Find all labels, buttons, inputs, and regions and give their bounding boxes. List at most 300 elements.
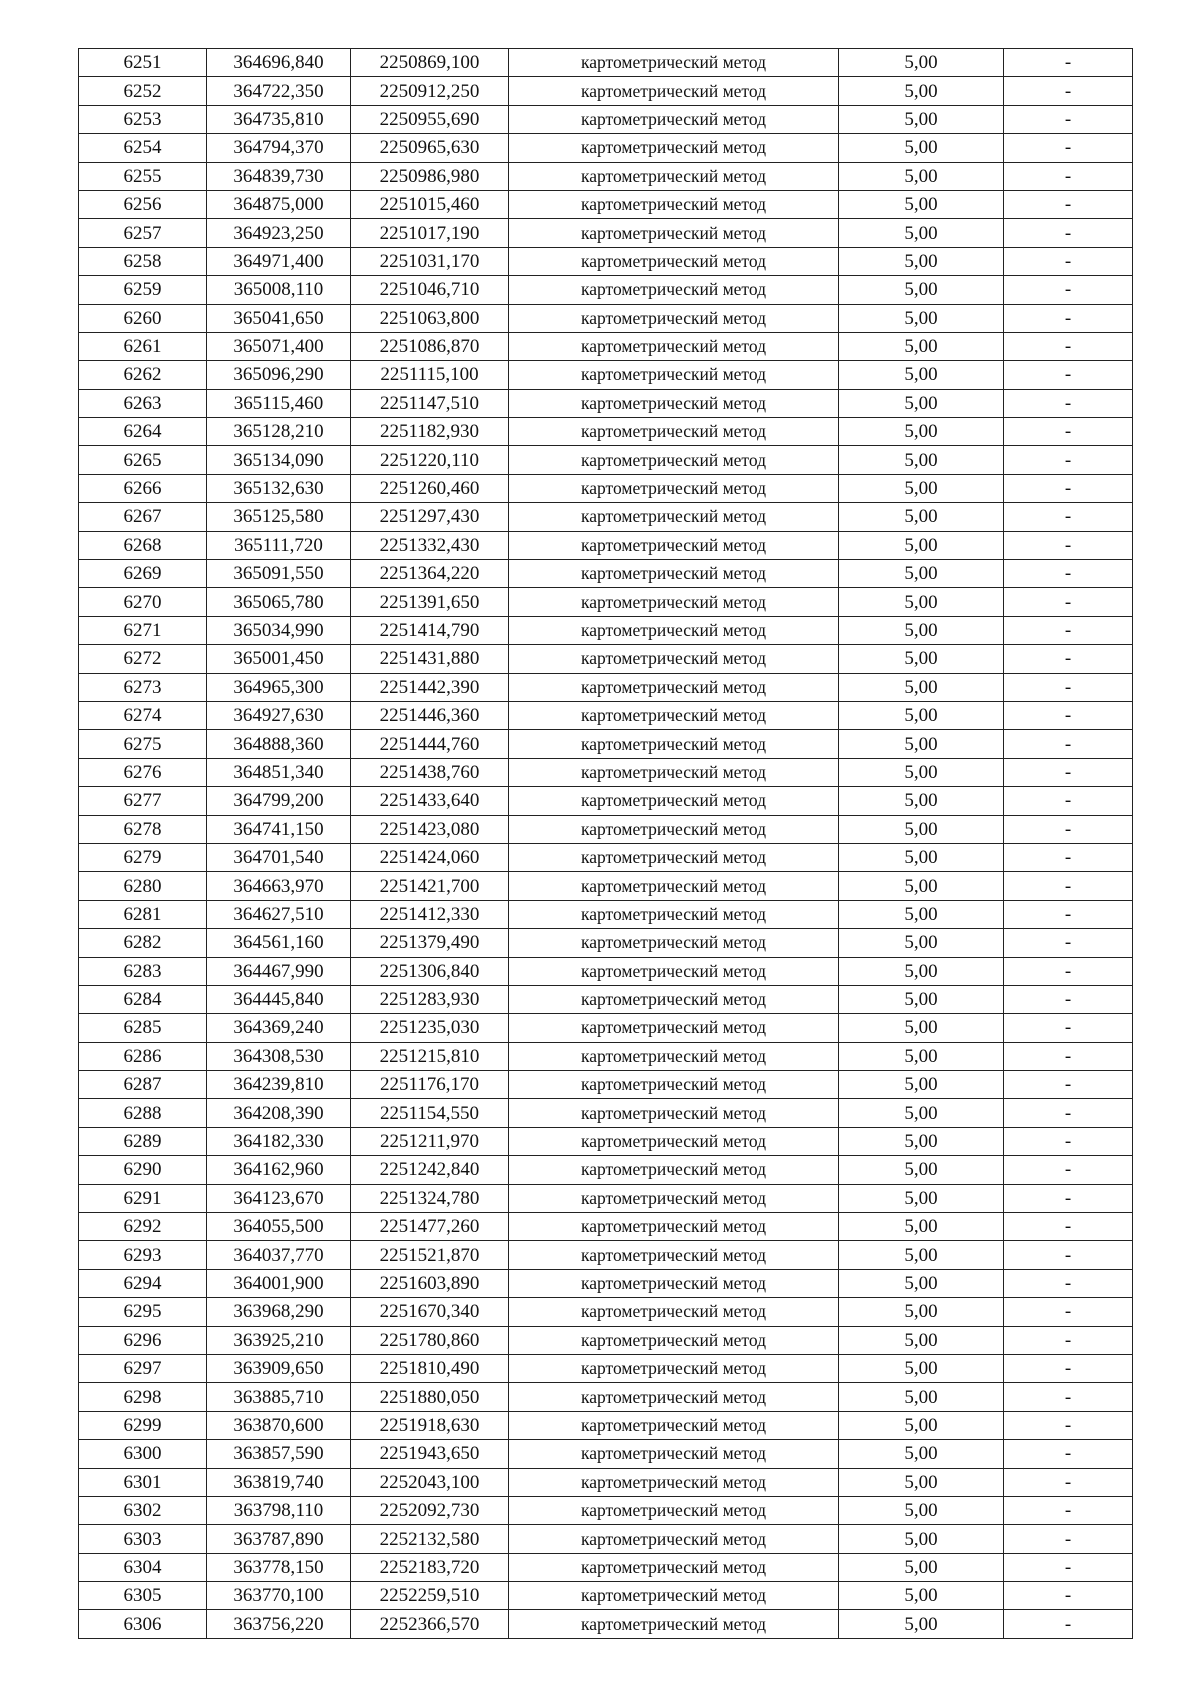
x-coordinate-cell: 364971,400: [207, 247, 351, 275]
remark-cell: -: [1004, 304, 1133, 332]
method-cell: картометрический метод: [509, 190, 839, 218]
table-row: [79, 1042, 1133, 1070]
x-coordinate-cell: 364001,900: [207, 1269, 351, 1297]
point-number-cell: 6280: [79, 872, 207, 900]
x-coordinate-cell: 365111,720: [207, 531, 351, 559]
remark-cell: -: [1004, 503, 1133, 531]
accuracy-cell: 5,00: [839, 787, 1004, 815]
point-number-cell: 6306: [79, 1610, 207, 1638]
method-cell: картометрический метод: [509, 389, 839, 417]
table-row: [79, 332, 1133, 360]
table-row: [79, 1014, 1133, 1042]
accuracy-cell: 5,00: [839, 1014, 1004, 1042]
method-cell: картометрический метод: [509, 304, 839, 332]
x-coordinate-cell: 364162,960: [207, 1156, 351, 1184]
accuracy-cell: 5,00: [839, 332, 1004, 360]
table-row: [79, 957, 1133, 985]
point-number-cell: 6266: [79, 474, 207, 502]
method-cell: картометрический метод: [509, 1496, 839, 1524]
accuracy-cell: 5,00: [839, 1241, 1004, 1269]
y-coordinate-cell: 2251297,430: [351, 503, 509, 531]
accuracy-cell: 5,00: [839, 1440, 1004, 1468]
method-cell: картометрический метод: [509, 1127, 839, 1155]
point-number-cell: 6265: [79, 446, 207, 474]
method-cell: картометрический метод: [509, 815, 839, 843]
table-row: [79, 673, 1133, 701]
table-row: [79, 49, 1133, 77]
accuracy-cell: 5,00: [839, 758, 1004, 786]
remark-cell: -: [1004, 1383, 1133, 1411]
method-cell: картометрический метод: [509, 219, 839, 247]
x-coordinate-cell: 364561,160: [207, 929, 351, 957]
point-number-cell: 6264: [79, 418, 207, 446]
remark-cell: -: [1004, 1411, 1133, 1439]
y-coordinate-cell: 2251603,890: [351, 1269, 509, 1297]
y-coordinate-cell: 2252366,570: [351, 1610, 509, 1638]
y-coordinate-cell: 2251220,110: [351, 446, 509, 474]
point-number-cell: 6300: [79, 1440, 207, 1468]
accuracy-cell: 5,00: [839, 389, 1004, 417]
x-coordinate-cell: 363909,650: [207, 1354, 351, 1382]
table-row: [79, 304, 1133, 332]
table-row: [79, 1383, 1133, 1411]
x-coordinate-cell: 364839,730: [207, 162, 351, 190]
y-coordinate-cell: 2251260,460: [351, 474, 509, 502]
point-number-cell: 6275: [79, 730, 207, 758]
remark-cell: -: [1004, 815, 1133, 843]
accuracy-cell: 5,00: [839, 701, 1004, 729]
accuracy-cell: 5,00: [839, 1354, 1004, 1382]
accuracy-cell: 5,00: [839, 985, 1004, 1013]
method-cell: картометрический метод: [509, 730, 839, 758]
x-coordinate-cell: 364467,990: [207, 957, 351, 985]
point-number-cell: 6297: [79, 1354, 207, 1382]
method-cell: картометрический метод: [509, 49, 839, 77]
accuracy-cell: 5,00: [839, 446, 1004, 474]
remark-cell: -: [1004, 929, 1133, 957]
y-coordinate-cell: 2251211,970: [351, 1127, 509, 1155]
point-number-cell: 6258: [79, 247, 207, 275]
remark-cell: -: [1004, 531, 1133, 559]
y-coordinate-cell: 2251780,860: [351, 1326, 509, 1354]
y-coordinate-cell: 2251670,340: [351, 1298, 509, 1326]
method-cell: картометрический метод: [509, 1468, 839, 1496]
method-cell: картометрический метод: [509, 1042, 839, 1070]
table-row: [79, 1099, 1133, 1127]
x-coordinate-cell: 364799,200: [207, 787, 351, 815]
point-number-cell: 6282: [79, 929, 207, 957]
accuracy-cell: 5,00: [839, 957, 1004, 985]
x-coordinate-cell: 365128,210: [207, 418, 351, 446]
table-row: [79, 701, 1133, 729]
remark-cell: -: [1004, 276, 1133, 304]
table-row: [79, 730, 1133, 758]
accuracy-cell: 5,00: [839, 304, 1004, 332]
accuracy-cell: 5,00: [839, 1213, 1004, 1241]
y-coordinate-cell: 2251182,930: [351, 418, 509, 446]
method-cell: картометрический метод: [509, 645, 839, 673]
x-coordinate-cell: 363756,220: [207, 1610, 351, 1638]
y-coordinate-cell: 2251017,190: [351, 219, 509, 247]
x-coordinate-cell: 363770,100: [207, 1582, 351, 1610]
method-cell: картометрический метод: [509, 1156, 839, 1184]
remark-cell: -: [1004, 1298, 1133, 1326]
remark-cell: -: [1004, 985, 1133, 1013]
y-coordinate-cell: 2252043,100: [351, 1468, 509, 1496]
accuracy-cell: 5,00: [839, 1411, 1004, 1439]
point-number-cell: 6298: [79, 1383, 207, 1411]
y-coordinate-cell: 2252132,580: [351, 1525, 509, 1553]
y-coordinate-cell: 2251810,490: [351, 1354, 509, 1382]
x-coordinate-cell: 364208,390: [207, 1099, 351, 1127]
method-cell: картометрический метод: [509, 503, 839, 531]
y-coordinate-cell: 2251391,650: [351, 588, 509, 616]
coordinates-table-body: [79, 49, 1133, 1639]
accuracy-cell: 5,00: [839, 1383, 1004, 1411]
x-coordinate-cell: 364965,300: [207, 673, 351, 701]
remark-cell: -: [1004, 134, 1133, 162]
x-coordinate-cell: 363885,710: [207, 1383, 351, 1411]
method-cell: картометрический метод: [509, 531, 839, 559]
point-number-cell: 6254: [79, 134, 207, 162]
y-coordinate-cell: 2251324,780: [351, 1184, 509, 1212]
accuracy-cell: 5,00: [839, 1042, 1004, 1070]
y-coordinate-cell: 2251438,760: [351, 758, 509, 786]
point-number-cell: 6253: [79, 105, 207, 133]
method-cell: картометрический метод: [509, 1014, 839, 1042]
remark-cell: -: [1004, 1269, 1133, 1297]
point-number-cell: 6271: [79, 616, 207, 644]
table-row: [79, 531, 1133, 559]
point-number-cell: 6270: [79, 588, 207, 616]
y-coordinate-cell: 2251086,870: [351, 332, 509, 360]
remark-cell: -: [1004, 843, 1133, 871]
table-row: [79, 1468, 1133, 1496]
remark-cell: -: [1004, 1440, 1133, 1468]
method-cell: картометрический метод: [509, 1099, 839, 1127]
method-cell: картометрический метод: [509, 616, 839, 644]
table-row: [79, 1354, 1133, 1382]
accuracy-cell: 5,00: [839, 474, 1004, 502]
remark-cell: -: [1004, 1071, 1133, 1099]
point-number-cell: 6292: [79, 1213, 207, 1241]
method-cell: картометрический метод: [509, 276, 839, 304]
x-coordinate-cell: 364627,510: [207, 900, 351, 928]
y-coordinate-cell: 2251235,030: [351, 1014, 509, 1042]
table-row: [79, 162, 1133, 190]
x-coordinate-cell: 364182,330: [207, 1127, 351, 1155]
table-row: [79, 446, 1133, 474]
x-coordinate-cell: 365008,110: [207, 276, 351, 304]
point-number-cell: 6277: [79, 787, 207, 815]
table-row: [79, 1127, 1133, 1155]
x-coordinate-cell: 363778,150: [207, 1553, 351, 1581]
accuracy-cell: 5,00: [839, 1099, 1004, 1127]
y-coordinate-cell: 2251115,100: [351, 361, 509, 389]
table-row: [79, 389, 1133, 417]
table-row: [79, 929, 1133, 957]
remark-cell: -: [1004, 588, 1133, 616]
remark-cell: -: [1004, 560, 1133, 588]
table-row: [79, 1440, 1133, 1468]
remark-cell: -: [1004, 1099, 1133, 1127]
method-cell: картометрический метод: [509, 900, 839, 928]
point-number-cell: 6303: [79, 1525, 207, 1553]
method-cell: картометрический метод: [509, 1326, 839, 1354]
table-row: [79, 616, 1133, 644]
accuracy-cell: 5,00: [839, 843, 1004, 871]
y-coordinate-cell: 2251433,640: [351, 787, 509, 815]
x-coordinate-cell: 363857,590: [207, 1440, 351, 1468]
y-coordinate-cell: 2251046,710: [351, 276, 509, 304]
method-cell: картометрический метод: [509, 418, 839, 446]
accuracy-cell: 5,00: [839, 247, 1004, 275]
remark-cell: -: [1004, 1468, 1133, 1496]
method-cell: картометрический метод: [509, 1269, 839, 1297]
y-coordinate-cell: 2251521,870: [351, 1241, 509, 1269]
x-coordinate-cell: 365096,290: [207, 361, 351, 389]
x-coordinate-cell: 365065,780: [207, 588, 351, 616]
accuracy-cell: 5,00: [839, 1071, 1004, 1099]
y-coordinate-cell: 2251943,650: [351, 1440, 509, 1468]
remark-cell: -: [1004, 1042, 1133, 1070]
point-number-cell: 6281: [79, 900, 207, 928]
y-coordinate-cell: 2252183,720: [351, 1553, 509, 1581]
table-row: [79, 1156, 1133, 1184]
point-number-cell: 6274: [79, 701, 207, 729]
x-coordinate-cell: 365071,400: [207, 332, 351, 360]
x-coordinate-cell: 365001,450: [207, 645, 351, 673]
table-row: [79, 105, 1133, 133]
table-row: [79, 645, 1133, 673]
x-coordinate-cell: 364239,810: [207, 1071, 351, 1099]
table-row: [79, 134, 1133, 162]
method-cell: картометрический метод: [509, 1241, 839, 1269]
x-coordinate-cell: 365134,090: [207, 446, 351, 474]
point-number-cell: 6290: [79, 1156, 207, 1184]
point-number-cell: 6259: [79, 276, 207, 304]
table-row: [79, 247, 1133, 275]
table-row: [79, 77, 1133, 105]
y-coordinate-cell: 2251031,170: [351, 247, 509, 275]
x-coordinate-cell: 365041,650: [207, 304, 351, 332]
y-coordinate-cell: 2250955,690: [351, 105, 509, 133]
y-coordinate-cell: 2252259,510: [351, 1582, 509, 1610]
remark-cell: -: [1004, 1127, 1133, 1155]
table-row: [79, 1610, 1133, 1638]
remark-cell: -: [1004, 701, 1133, 729]
method-cell: картометрический метод: [509, 474, 839, 502]
table-row: [79, 474, 1133, 502]
y-coordinate-cell: 2251364,220: [351, 560, 509, 588]
method-cell: картометрический метод: [509, 1553, 839, 1581]
table-row: [79, 1071, 1133, 1099]
method-cell: картометрический метод: [509, 758, 839, 786]
y-coordinate-cell: 2250869,100: [351, 49, 509, 77]
method-cell: картометрический метод: [509, 247, 839, 275]
x-coordinate-cell: 364888,360: [207, 730, 351, 758]
accuracy-cell: 5,00: [839, 1610, 1004, 1638]
table-row: [79, 1326, 1133, 1354]
point-number-cell: 6291: [79, 1184, 207, 1212]
point-number-cell: 6273: [79, 673, 207, 701]
remark-cell: -: [1004, 105, 1133, 133]
accuracy-cell: 5,00: [839, 1525, 1004, 1553]
accuracy-cell: 5,00: [839, 560, 1004, 588]
y-coordinate-cell: 2251015,460: [351, 190, 509, 218]
method-cell: картометрический метод: [509, 162, 839, 190]
y-coordinate-cell: 2251442,390: [351, 673, 509, 701]
method-cell: картометрический метод: [509, 588, 839, 616]
x-coordinate-cell: 363819,740: [207, 1468, 351, 1496]
method-cell: картометрический метод: [509, 787, 839, 815]
table-row: [79, 843, 1133, 871]
accuracy-cell: 5,00: [839, 531, 1004, 559]
method-cell: картометрический метод: [509, 985, 839, 1013]
method-cell: картометрический метод: [509, 1440, 839, 1468]
method-cell: картометрический метод: [509, 1383, 839, 1411]
remark-cell: -: [1004, 1326, 1133, 1354]
point-number-cell: 6256: [79, 190, 207, 218]
table-row: [79, 1553, 1133, 1581]
x-coordinate-cell: 364851,340: [207, 758, 351, 786]
table-row: [79, 985, 1133, 1013]
point-number-cell: 6260: [79, 304, 207, 332]
remark-cell: -: [1004, 162, 1133, 190]
table-row: [79, 1582, 1133, 1610]
accuracy-cell: 5,00: [839, 1326, 1004, 1354]
point-number-cell: 6267: [79, 503, 207, 531]
remark-cell: -: [1004, 219, 1133, 247]
remark-cell: -: [1004, 900, 1133, 928]
point-number-cell: 6252: [79, 77, 207, 105]
table-row: [79, 418, 1133, 446]
x-coordinate-cell: 364923,250: [207, 219, 351, 247]
y-coordinate-cell: 2251431,880: [351, 645, 509, 673]
table-row: [79, 276, 1133, 304]
x-coordinate-cell: 364741,150: [207, 815, 351, 843]
remark-cell: -: [1004, 446, 1133, 474]
point-number-cell: 6286: [79, 1042, 207, 1070]
accuracy-cell: 5,00: [839, 503, 1004, 531]
point-number-cell: 6263: [79, 389, 207, 417]
x-coordinate-cell: 363798,110: [207, 1496, 351, 1524]
y-coordinate-cell: 2251283,930: [351, 985, 509, 1013]
method-cell: картометрический метод: [509, 1354, 839, 1382]
point-number-cell: 6284: [79, 985, 207, 1013]
point-number-cell: 6294: [79, 1269, 207, 1297]
point-number-cell: 6272: [79, 645, 207, 673]
accuracy-cell: 5,00: [839, 645, 1004, 673]
y-coordinate-cell: 2251063,800: [351, 304, 509, 332]
x-coordinate-cell: 364701,540: [207, 843, 351, 871]
remark-cell: -: [1004, 361, 1133, 389]
table-row: [79, 190, 1133, 218]
accuracy-cell: 5,00: [839, 1553, 1004, 1581]
remark-cell: -: [1004, 787, 1133, 815]
point-number-cell: 6288: [79, 1099, 207, 1127]
x-coordinate-cell: 364927,630: [207, 701, 351, 729]
table-row: [79, 758, 1133, 786]
method-cell: картометрический метод: [509, 673, 839, 701]
x-coordinate-cell: 364369,240: [207, 1014, 351, 1042]
remark-cell: -: [1004, 645, 1133, 673]
y-coordinate-cell: 2251306,840: [351, 957, 509, 985]
method-cell: картометрический метод: [509, 332, 839, 360]
y-coordinate-cell: 2251412,330: [351, 900, 509, 928]
point-number-cell: 6305: [79, 1582, 207, 1610]
point-number-cell: 6276: [79, 758, 207, 786]
table-row: [79, 361, 1133, 389]
accuracy-cell: 5,00: [839, 815, 1004, 843]
method-cell: картометрический метод: [509, 1213, 839, 1241]
accuracy-cell: 5,00: [839, 219, 1004, 247]
table-row: [79, 815, 1133, 843]
y-coordinate-cell: 2251421,700: [351, 872, 509, 900]
accuracy-cell: 5,00: [839, 616, 1004, 644]
accuracy-cell: 5,00: [839, 418, 1004, 446]
accuracy-cell: 5,00: [839, 276, 1004, 304]
remark-cell: -: [1004, 730, 1133, 758]
point-number-cell: 6262: [79, 361, 207, 389]
accuracy-cell: 5,00: [839, 162, 1004, 190]
x-coordinate-cell: 365132,630: [207, 474, 351, 502]
x-coordinate-cell: 364722,350: [207, 77, 351, 105]
method-cell: картометрический метод: [509, 843, 839, 871]
remark-cell: -: [1004, 1496, 1133, 1524]
accuracy-cell: 5,00: [839, 1156, 1004, 1184]
method-cell: картометрический метод: [509, 1582, 839, 1610]
x-coordinate-cell: 363870,600: [207, 1411, 351, 1439]
point-number-cell: 6285: [79, 1014, 207, 1042]
method-cell: картометрический метод: [509, 1610, 839, 1638]
x-coordinate-cell: 365091,550: [207, 560, 351, 588]
accuracy-cell: 5,00: [839, 1582, 1004, 1610]
method-cell: картометрический метод: [509, 957, 839, 985]
table-row: [79, 1411, 1133, 1439]
y-coordinate-cell: 2250912,250: [351, 77, 509, 105]
table-row: [79, 503, 1133, 531]
table-row: [79, 900, 1133, 928]
table-row: [79, 560, 1133, 588]
point-number-cell: 6289: [79, 1127, 207, 1155]
x-coordinate-cell: 363787,890: [207, 1525, 351, 1553]
remark-cell: -: [1004, 332, 1133, 360]
x-coordinate-cell: 365034,990: [207, 616, 351, 644]
point-number-cell: 6261: [79, 332, 207, 360]
point-number-cell: 6293: [79, 1241, 207, 1269]
method-cell: картометрический метод: [509, 446, 839, 474]
y-coordinate-cell: 2250965,630: [351, 134, 509, 162]
method-cell: картометрический метод: [509, 105, 839, 133]
accuracy-cell: 5,00: [839, 1269, 1004, 1297]
remark-cell: -: [1004, 1582, 1133, 1610]
x-coordinate-cell: 364123,670: [207, 1184, 351, 1212]
y-coordinate-cell: 2251918,630: [351, 1411, 509, 1439]
table-row: [79, 1269, 1133, 1297]
x-coordinate-cell: 363968,290: [207, 1298, 351, 1326]
y-coordinate-cell: 2251332,430: [351, 531, 509, 559]
point-number-cell: 6255: [79, 162, 207, 190]
remark-cell: -: [1004, 616, 1133, 644]
remark-cell: -: [1004, 389, 1133, 417]
point-number-cell: 6304: [79, 1553, 207, 1581]
remark-cell: -: [1004, 1241, 1133, 1269]
table-row: [79, 1298, 1133, 1326]
x-coordinate-cell: 364875,000: [207, 190, 351, 218]
y-coordinate-cell: 2251242,840: [351, 1156, 509, 1184]
accuracy-cell: 5,00: [839, 190, 1004, 218]
